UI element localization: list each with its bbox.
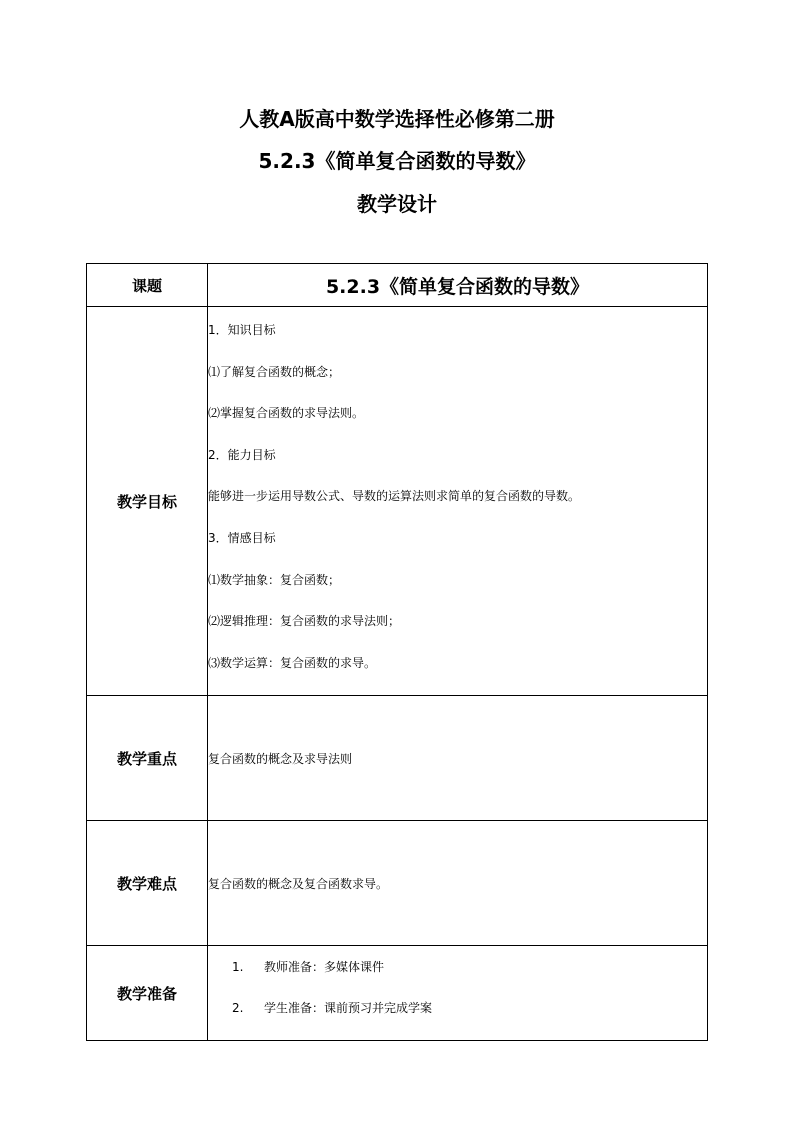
preparation-cell <box>208 946 708 1041</box>
objective-line: ⑴了解复合函数的概念； <box>208 364 341 379</box>
list-item <box>208 958 707 999</box>
topic-cell <box>208 264 708 307</box>
objectives-cell <box>208 307 708 696</box>
objective-line: 2．能力目标 <box>208 447 276 462</box>
objective-line: ⑵掌握复合函数的求导法则。 <box>208 406 365 421</box>
prep-item-number: 2. <box>232 1001 244 1016</box>
document-title-line-3: 教学设计 <box>357 192 437 216</box>
table-row-difficulties <box>87 821 708 946</box>
document-title-line-1: 人教A版高中数学选择性必修第二册 <box>239 107 555 131</box>
objective-line: ⑶数学运算：复合函数的求导。 <box>208 655 377 670</box>
objective-line: 能够进一步运用导数公式、导数的运算法则求简单的复合函数的导数。 <box>208 489 581 504</box>
list-item <box>208 999 707 1040</box>
table-row-preparation <box>87 946 708 1041</box>
objective-line: ⑴数学抽象：复合函数； <box>208 572 341 587</box>
key-points-value: 复合函数的概念及求导法则 <box>208 696 708 821</box>
objectives-label: 教学目标 <box>87 307 208 696</box>
objective-line: 1．知识目标 <box>208 323 276 337</box>
table-row-key-points <box>87 696 708 821</box>
topic-label: 课题 <box>87 264 208 307</box>
topic-value: 5.2.3《简单复合函数的导数》 <box>325 275 590 298</box>
key-points-label: 教学重点 <box>87 696 208 821</box>
prep-item-number: 1. <box>232 960 244 975</box>
document-title-line-2: 5.2.3《简单复合函数的导数》 <box>258 149 536 173</box>
preparation-label: 教学准备 <box>87 946 208 1041</box>
objective-line: 3．情感目标 <box>208 530 276 545</box>
prep-item-text: 教师准备：多媒体课件 <box>264 960 385 975</box>
lesson-plan-table <box>86 263 708 1041</box>
objectives-list <box>208 307 707 695</box>
table-row-topic <box>87 264 708 307</box>
difficulties-value: 复合函数的概念及复合函数求导。 <box>208 821 708 946</box>
prep-item-text: 学生准备：课前预习并完成学案 <box>264 1001 433 1016</box>
table-row-objectives <box>87 307 708 696</box>
difficulties-label: 教学难点 <box>87 821 208 946</box>
objective-line: ⑵逻辑推理：复合函数的求导法则； <box>208 614 401 629</box>
